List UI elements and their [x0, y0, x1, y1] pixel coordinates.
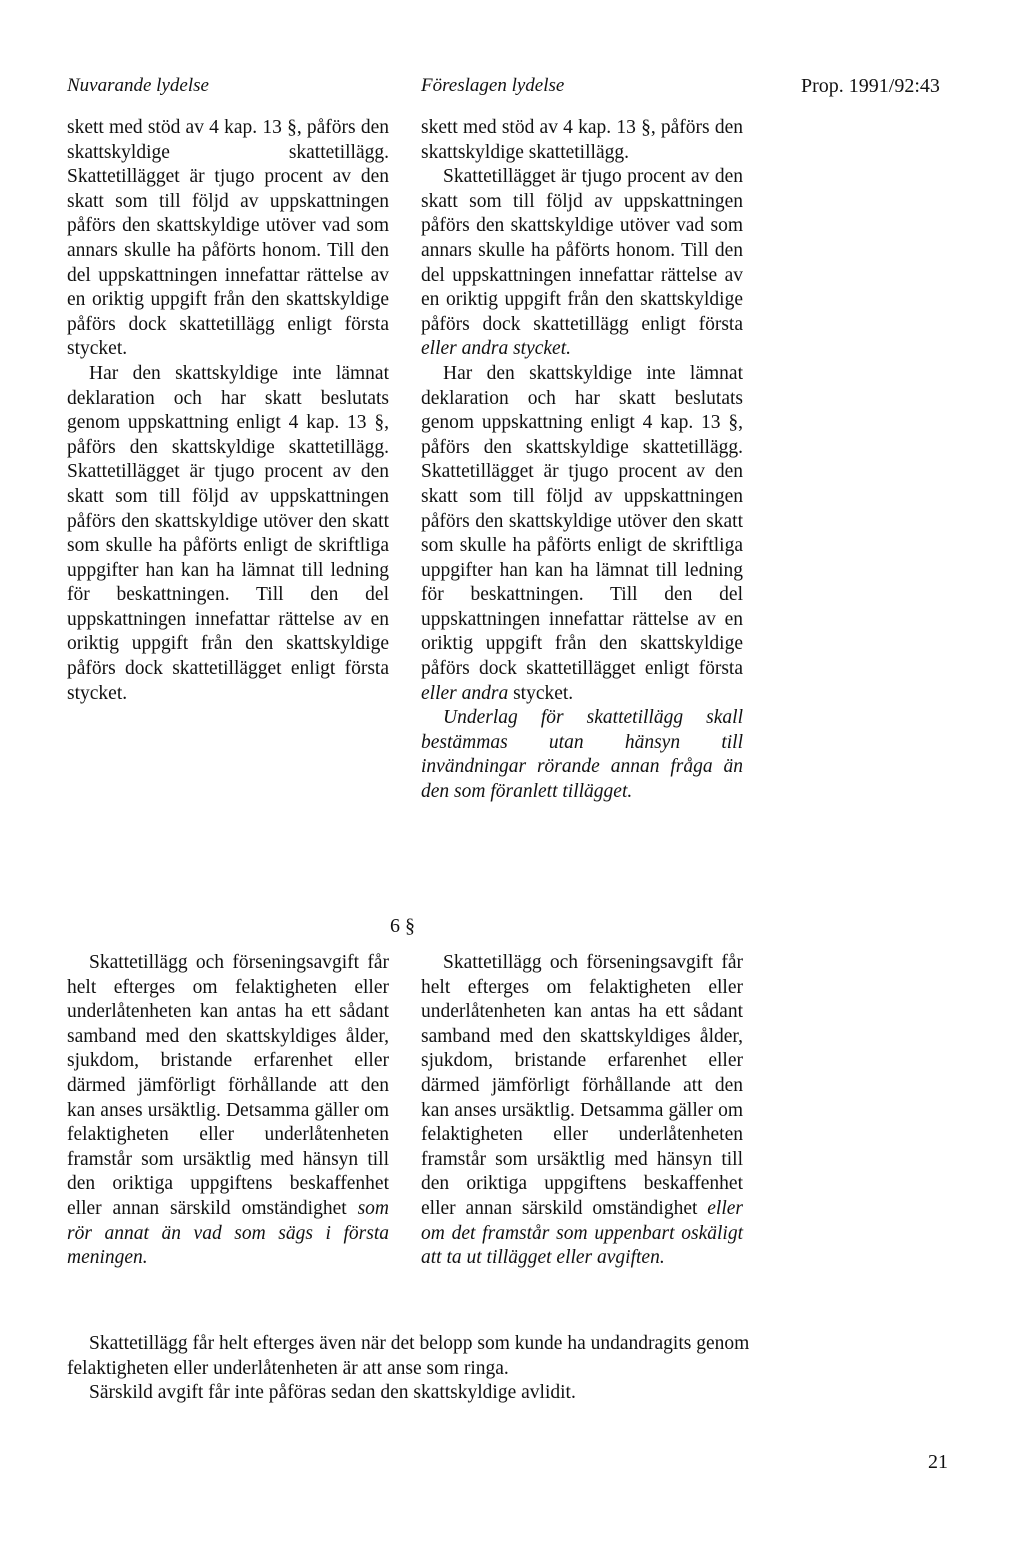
proposed-section-6-text: Skattetillägg och förseningsavgift får helt efterges om felaktigheten eller underlåtenheten kan antas ha ett sådant samband med den skattskyldiges ålder, sjukdom, bristande erfarenhet eller därmed jämförligt förhållande att den kan anses ursäktlig. Detsamma gäller om felaktigheten eller underlåtenheten framstår som ursäktlig med hänsyn till den oriktiga uppgiftens beskaffenhet eller annan särskild omständighet: [421, 952, 743, 1219]
column-header-proposed: Föreslagen lydelse: [421, 75, 565, 96]
proposed-paragraph-4-new: Underlag för skattetillägg skall bestämmas utan hänsyn till invändningar rörande annan fråga än den som föranlett tillägget.: [421, 707, 743, 803]
current-section-6-amendment: som rör annat än vad som sägs i första meningen.: [67, 1197, 389, 1269]
proposed-paragraph-3-amendment: eller andra: [421, 682, 509, 704]
page-number: 21: [928, 1451, 948, 1473]
current-section-6-column: [67, 951, 389, 1271]
proposed-paragraph-3-text: Har den skattskyldige inte lämnat deklaration och har skatt beslutats genom uppskattning enligt 4 kap. 13 §, påförs den skattskyldige skattetillägg. Skattetillägget är tjugo procent av den skatt som till följd av uppskattningen påförs den skattskyldige utöver den skatt som skulle ha påförts enligt de skriftliga uppgifter han kan ha lämnat till ledning för beskattningen. Till den del uppskattningen innefattar rättelse av en oriktig uppgift från den skattskyldige påförs dock skattetillägget enligt första: [421, 362, 743, 680]
proposed-paragraph-3: [421, 362, 743, 706]
proposed-paragraph-2: [421, 165, 743, 362]
proposed-section-6-column: [421, 951, 743, 1271]
current-paragraph-2: Har den skattskyldige inte lämnat deklaration och har skatt beslutats genom uppskattning enligt 4 kap. 13 §, påförs den skattskyldige skattetillägg. Skattetillägget är tjugo procent av den skatt som till följd av uppskattningen påförs den skattskyldige utöver den skatt som skulle ha påförts enligt de skriftliga uppgifter han kan ha lämnat till ledning för beskattningen. Till den del uppskattningen innefattar rättelse av en oriktig uppgift från den skattskyldige påförs dock skattetillägget enligt första stycket.: [67, 362, 389, 704]
proposed-paragraph-2-amendment: eller andra stycket.: [421, 338, 571, 360]
common-text-block: [67, 1332, 757, 1406]
proposed-wording-column: [421, 116, 743, 805]
proposed-section-6-paragraph: [421, 951, 743, 1271]
current-wording-column: [67, 116, 389, 706]
section-heading: 6 §: [390, 915, 415, 937]
column-header-current: Nuvarande lydelse: [67, 75, 209, 96]
proposed-paragraph-1: skett med stöd av 4 kap. 13 §, påförs den skattskyldige skattetillägg.: [421, 117, 743, 163]
current-section-6-text: Skattetillägg och förseningsavgift får helt efterges om felaktigheten eller underlåtenheten kan antas ha ett sådant samband med den skattskyldiges ålder, sjukdom, bristande erfarenhet eller därmed jämförligt förhållande att den kan anses ursäktlig. Detsamma gäller om felaktigheten eller underlåtenheten framstår som ursäktlig med hänsyn till den oriktiga uppgiftens beskaffenhet eller annan särskild omständighet: [67, 952, 389, 1219]
proposed-paragraph-2-text: Skattetillägget är tjugo procent av den skatt som till följd av uppskattningen påförs den skattskyldige utöver vad som annars skulle ha påförts honom. Till den del uppskattningen innefattar rättelse av en oriktig uppgift från den skattskyldige påförs dock skattetillägg enligt första: [421, 166, 743, 335]
common-paragraph-1: Skattetillägg får helt efterges även när det belopp som kunde ha undandragits genom felaktigheten eller underlåtenheten är att anse som ringa.: [67, 1333, 750, 1379]
proposed-paragraph-3-end: stycket.: [508, 682, 574, 704]
document-reference: Prop. 1991/92:43: [801, 75, 940, 97]
proposed-section-6-amendment: eller om det framstår som uppenbart oskäligt att ta ut tillägget eller avgiften.: [421, 1197, 743, 1269]
current-section-6-paragraph: [67, 951, 389, 1271]
common-paragraph-2: Särskild avgift får inte påföras sedan den skattskyldige avlidit.: [89, 1382, 576, 1404]
current-paragraph-1: skett med stöd av 4 kap. 13 §, påförs den skattskyldige skattetillägg. Skattetillägget är tjugo procent av den skatt som till följd av uppskattningen påförs den skattskyldige utöver vad som annars skulle ha påförts honom. Till den del uppskattningen innefattar rättelse av en oriktig uppgift från den skattskyldige påförs dock skattetillägg enligt första stycket.: [67, 117, 389, 360]
